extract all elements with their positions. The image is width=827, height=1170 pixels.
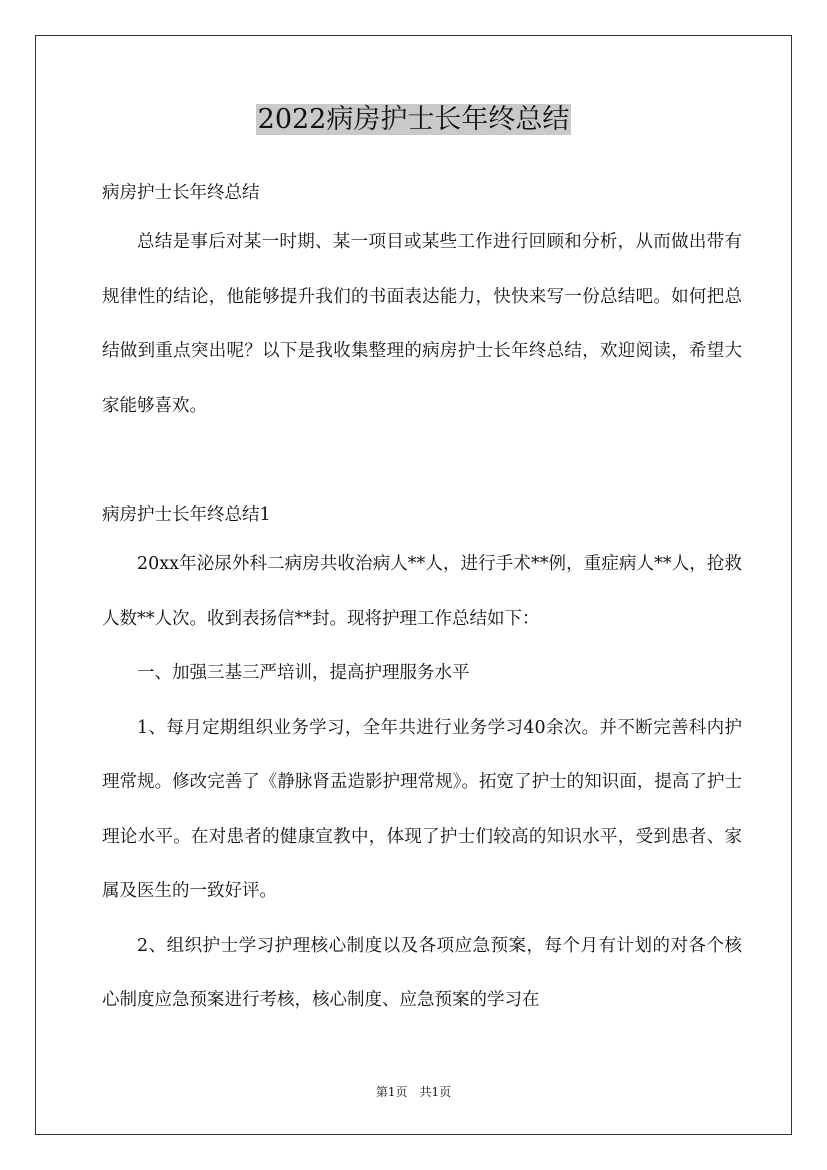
intro-heading: 病房护士长年终总结 <box>102 183 260 203</box>
section1-paragraph-summary: 20xx年泌尿外科二病房共收治病人**人，进行手术**例，重症病人**人，抢救人数**人次。收到表扬信**封。现将护理工作总结如下： <box>102 554 742 629</box>
section1-subheading-training: 一、加强三基三严培训，提高护理服务水平 <box>137 663 470 683</box>
intro-paragraph: 总结是事后对某一时期、某一项目或某些工作进行回顾和分析，从而做出带有规律性的结论，他能够提升我们的书面表达能力，快快来写一份总结吧。如何把总结做到重点突出呢？以下是我收集整理的病房护士长年终总结，欢迎阅读，希望大家能够喜欢。 <box>102 232 742 416</box>
document-body <box>102 171 742 1028</box>
section-spacer <box>102 433 742 493</box>
section1-heading: 病房护士长年终总结1 <box>102 505 271 525</box>
section1-paragraph-item2: 2、组织护士学习护理核心制度以及各项应急预案，每个月有计划的对各个核心制度应急预案进行考核，核心制度、应急预案的学习在 <box>102 935 742 1010</box>
document-title-text: 2022病房护士长年终总结 <box>257 104 570 135</box>
document-title <box>0 100 827 140</box>
section1-paragraph-item1: 1、每月定期组织业务学习，全年共进行业务学习40余次。并不断完善科内护理常规。修改完善了《静脉肾盂造影护理常规》。拓宽了护士的知识面，提高了护士理论水平。在对患者的健康宣教中，体现了护士们较高的知识水平，受到患者、家属及医生的一致好评。 <box>102 717 742 901</box>
page-footer: 第1页 共1页 <box>375 1085 452 1099</box>
